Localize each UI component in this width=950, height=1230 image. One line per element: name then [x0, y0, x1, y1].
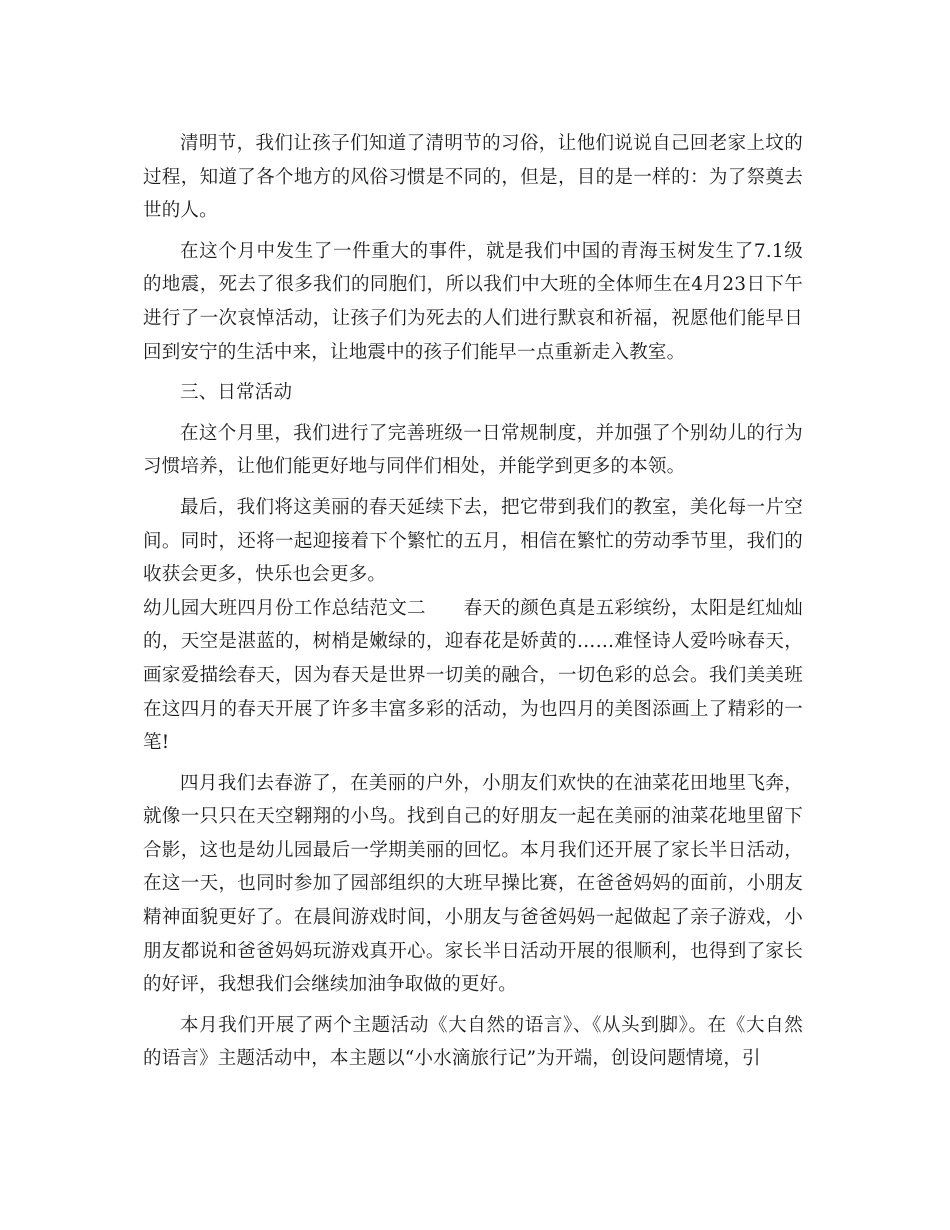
document-body — [143, 127, 803, 1083]
paragraph-theme-activities: 本月我们开展了两个主题活动《大自然的语言》、《从头到脚》。在《大自然的语言》主题活动中，本主题以“小水滴旅行记”为开端，创设问题情境，引 — [143, 1014, 803, 1070]
paragraph-earthquake: 在这个月中发生了一件重大的事件，就是我们中国的青海玉树发生了7.1级的地震，死去了很多我们的同胞们，所以我们中大班的全体师生在4月23日下午进行了一次哀悼活动，让孩子们为死去的人们进行默哀和祈福，祝愿他们能早日回到安宁的生活中来，让地震中的孩子们能早一点重新走入教室。 — [143, 240, 803, 363]
section-heading-daily-activities: 三、日常活动 — [180, 382, 293, 404]
paragraph-spring-outing: 四月我们去春游了，在美丽的户外，小朋友们欢快的在油菜花田地里飞奔，就像一只只在天空翱翔的小鸟。找到自己的好朋友一起在美丽的油菜花地里留下合影，这也是幼儿园最后一学期美丽的回忆。本月我们还开展了家长半日活动，在这一天，也同时参加了园部组织的大班早操比赛，在爸爸妈妈的面前，小朋友精神面貌更好了。在晨间游戏时间，小朋友与爸爸妈妈一起做起了亲子游戏，小朋友都说和爸爸妈妈玩游戏真开心。家长半日活动开展的很顺利，也得到了家长的好评，我想我们会继续加油争取做的更好。 — [143, 772, 803, 996]
paragraph-qingming: 清明节，我们让孩子们知道了清明节的习俗，让他们说说自己回老家上坟的过程，知道了各个地方的风俗习惯是不同的，但是，目的是一样的：为了祭奠去世的人。 — [143, 133, 803, 222]
paragraph-daily-routine: 在这个月里，我们进行了完善班级一日常规制度，并加强了个别幼儿的行为习惯培养，让他们能更好地与同伴们相处，并能学到更多的本领。 — [143, 422, 803, 478]
paragraph-sample-two-title: 幼儿园大班四月份工作总结范文二 春天的颜色真是五彩缤纷，太阳是红灿灿的，天空是湛蓝的，树梢是嫩绿的，迎春花是娇黄的……难怪诗人爱吟咏春天，画家爱描绘春天，因为春天是世界一切美的融合，一切色彩的总会。我们美美班在这四月的春天开展了许多丰富多彩的活动，为也四月的美图添画上了精彩的一笔! — [143, 597, 803, 754]
paragraph-conclusion: 最后，我们将这美丽的春天延续下去，把它带到我们的教室，美化每一片空间。同时，还将一起迎接着下个繁忙的五月，相信在繁忙的劳动季节里，我们的收获会更多，快乐也会更多。 — [143, 496, 803, 586]
